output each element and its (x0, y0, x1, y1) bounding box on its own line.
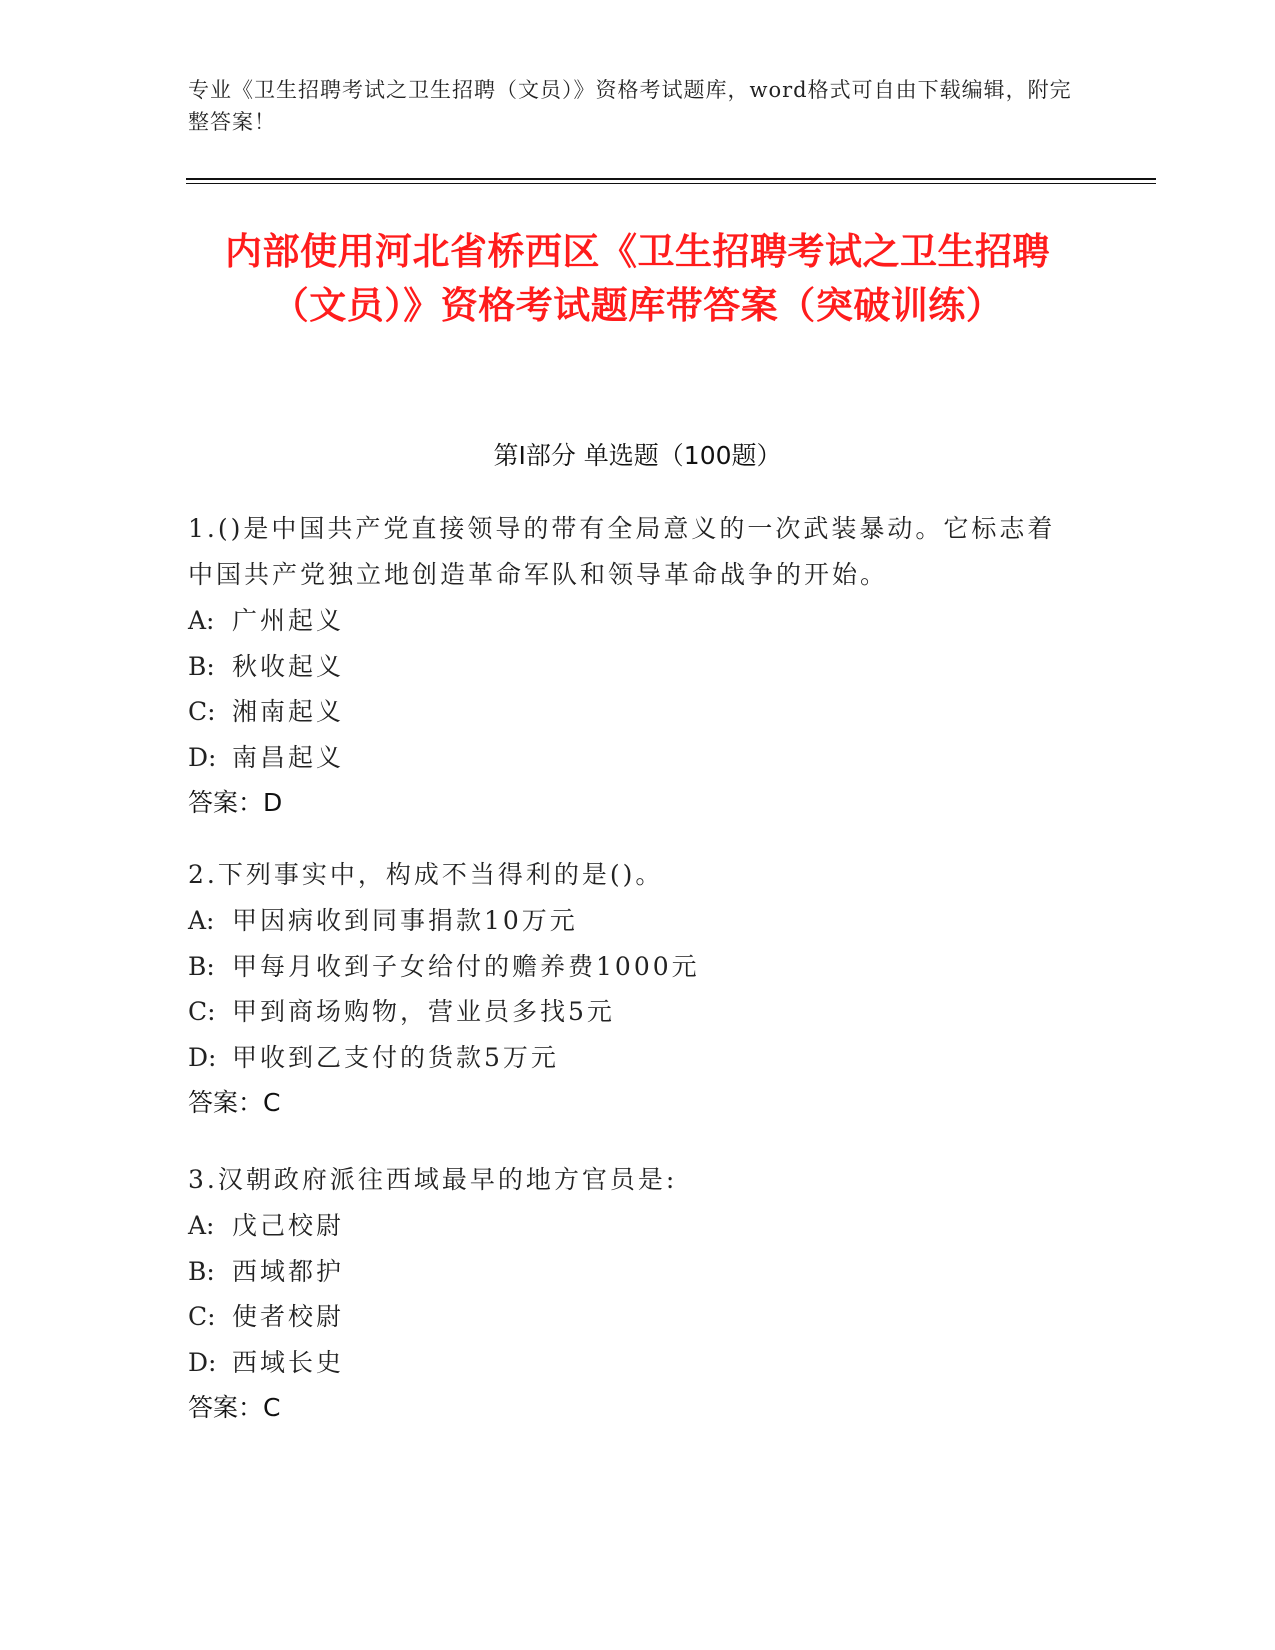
option-c (188, 989, 1068, 1035)
option-text: 南昌起义 (232, 742, 345, 772)
option-key: A: (188, 606, 215, 635)
option-d (188, 1340, 1068, 1386)
option-text: 甲每月收到子女给付的赡养费1000元 (232, 951, 700, 981)
option-text: 甲收到乙支付的货款5万元 (232, 1042, 559, 1072)
answer-line (188, 1080, 1068, 1126)
option-d (188, 735, 1068, 781)
option-text: 戊己校尉 (232, 1211, 345, 1240)
answer-label: 答案： (188, 1088, 264, 1117)
answer-line (188, 780, 1068, 826)
option-key: D: (188, 1347, 217, 1377)
option-text: 甲因病收到同事捐款10万元 (232, 906, 578, 935)
option-text: 甲到商场购物，营业员多找5元 (232, 997, 615, 1026)
option-c (188, 689, 1068, 735)
document-title: 内部使用河北省桥西区《卫生招聘考试之卫生招聘（文员）》资格考试题库带答案（突破训练） (225, 230, 1050, 327)
question-stem: 2.下列事实中，构成不当得利的是()。 (188, 860, 664, 889)
header-note: 专业《卫生招聘考试之卫生招聘（文员）》资格考试题库，word格式可自由下载编辑，附完整答案！ (188, 78, 1072, 134)
answer-value: C (263, 1393, 281, 1422)
question-stem: 1.()是中国共产党直接领导的带有全局意义的一次武装暴动。它标志着中国共产党独立地创造革命军队和领导革命战争的开始。 (188, 514, 1056, 589)
option-key: C: (188, 1302, 216, 1331)
header-rule-thick (186, 178, 1156, 180)
option-key: A: (188, 906, 215, 935)
option-text: 广州起义 (232, 606, 345, 635)
option-key: B: (188, 1256, 215, 1286)
option-key: A: (188, 1211, 215, 1240)
option-text: 秋收起义 (232, 651, 345, 681)
question-stem: 3.汉朝政府派往西域最早的地方官员是: (188, 1165, 678, 1194)
option-b (188, 944, 1068, 990)
answer-value: D (263, 788, 283, 817)
question-1 (188, 506, 1068, 826)
option-text: 西域都护 (232, 1256, 345, 1286)
option-b (188, 1249, 1068, 1295)
answer-value: C (263, 1088, 281, 1117)
option-a (188, 598, 1068, 644)
option-key: C: (188, 697, 216, 726)
option-d (188, 1035, 1068, 1081)
question-3 (188, 1157, 1068, 1431)
option-a (188, 1203, 1068, 1249)
option-key: D: (188, 742, 217, 772)
answer-line (188, 1385, 1068, 1431)
option-a (188, 898, 1068, 944)
answer-label: 答案： (188, 1393, 264, 1422)
option-c (188, 1294, 1068, 1340)
answer-label: 答案： (188, 788, 264, 817)
option-text: 湘南起义 (232, 697, 345, 726)
option-key: B: (188, 951, 215, 981)
option-key: D: (188, 1042, 217, 1072)
option-text: 使者校尉 (232, 1302, 345, 1331)
option-key: B: (188, 651, 215, 681)
header-rule-thin (186, 183, 1156, 184)
option-b (188, 644, 1068, 690)
question-2 (188, 852, 1068, 1126)
option-key: C: (188, 997, 216, 1026)
option-text: 西域长史 (232, 1347, 345, 1377)
section-title: 第Ⅰ部分 单选题（100题） (493, 441, 782, 470)
